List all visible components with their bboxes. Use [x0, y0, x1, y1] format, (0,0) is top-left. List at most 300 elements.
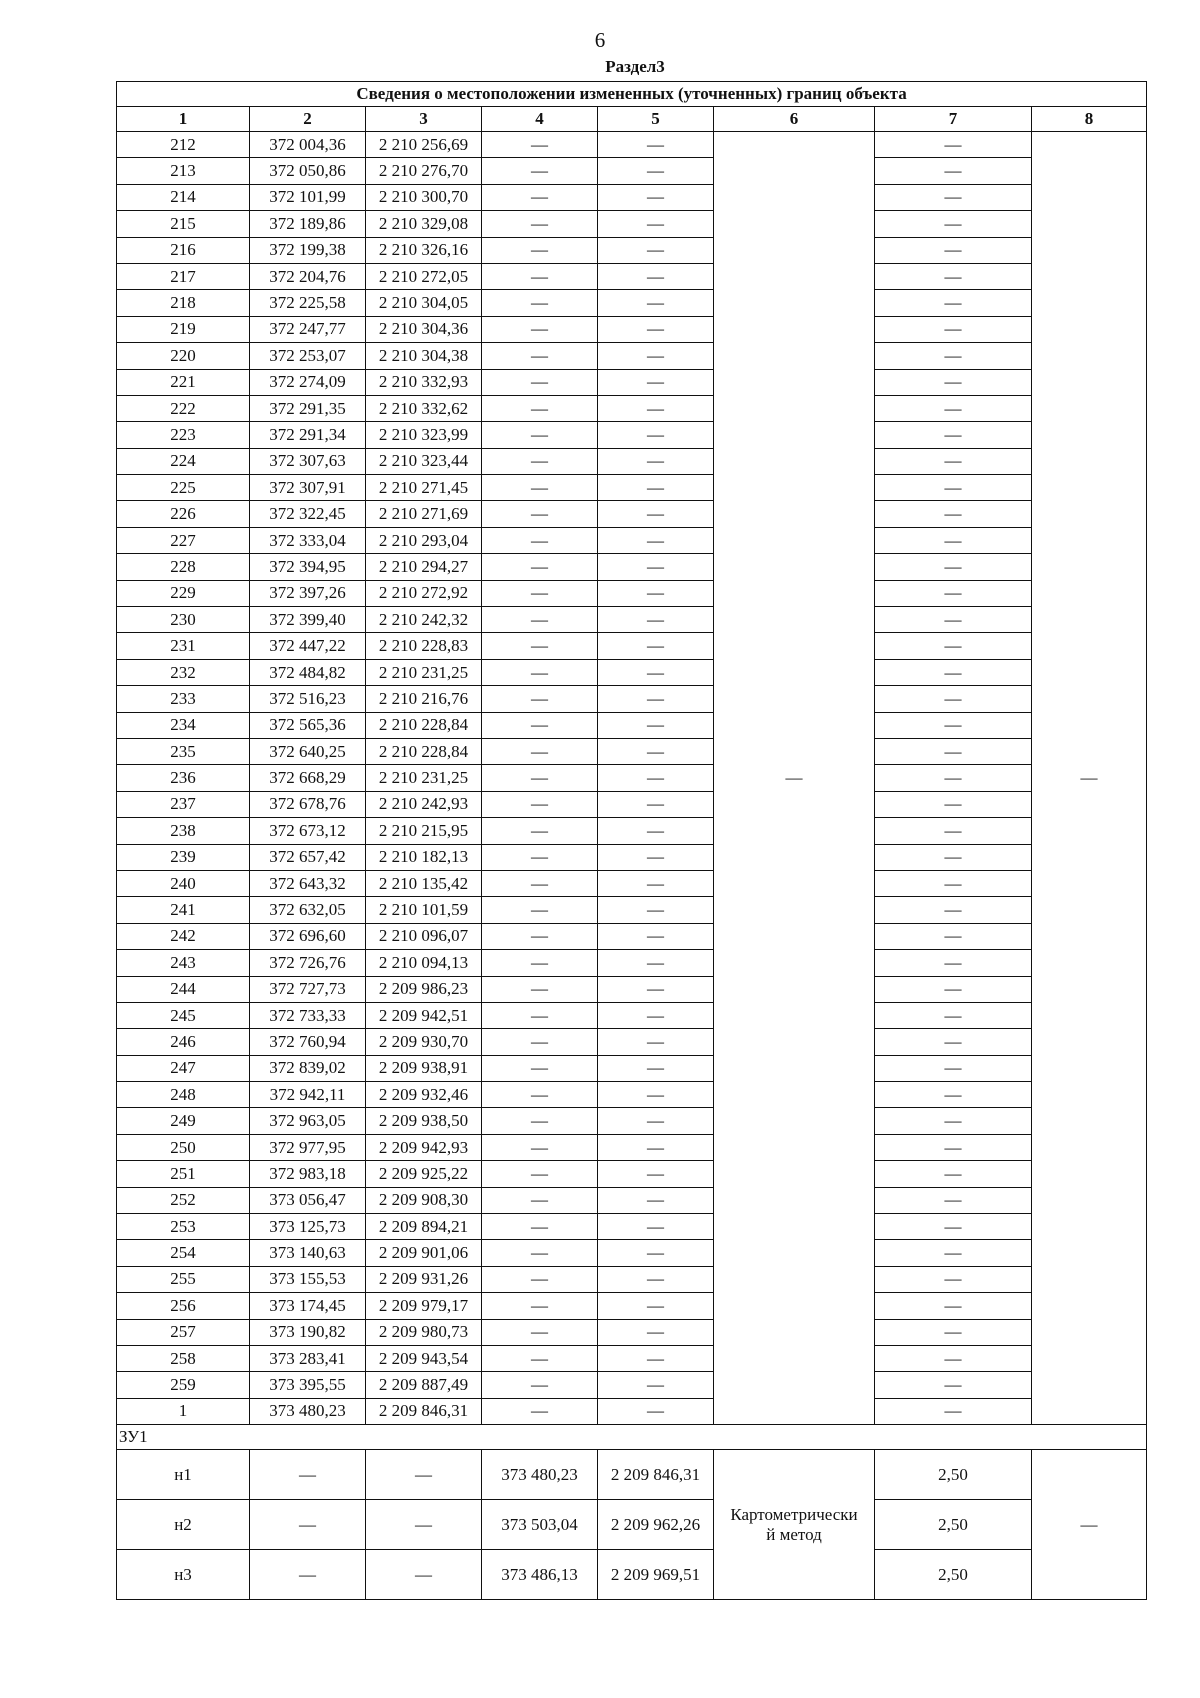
section-title: Раздел3	[605, 57, 665, 76]
table-row	[117, 1055, 1147, 1081]
new-coordinate-x: —	[482, 607, 598, 633]
page-number: 6	[594, 28, 606, 52]
new-coordinate-x: —	[482, 1161, 598, 1187]
coordinate-x: 372 657,42	[250, 844, 366, 870]
coordinate-x: 372 678,76	[250, 791, 366, 817]
boundary-coordinates-table	[116, 81, 1147, 1600]
coordinate-y: 2 209 932,46	[366, 1082, 482, 1108]
coordinate-y: 2 210 332,93	[366, 369, 482, 395]
point-number: 214	[117, 184, 250, 210]
coordinate-y: 2 210 216,76	[366, 686, 482, 712]
old-coordinate-y: —	[366, 1550, 482, 1600]
table-row	[117, 1372, 1147, 1398]
coordinate-x: 372 726,76	[250, 950, 366, 976]
coordinate-y: 2 209 908,30	[366, 1187, 482, 1213]
coordinate-x: 373 140,63	[250, 1240, 366, 1266]
coordinate-y: 2 210 304,36	[366, 316, 482, 342]
table-row	[117, 870, 1147, 896]
coordinate-x: 372 004,36	[250, 132, 366, 158]
coordinate-y: 2 209 938,50	[366, 1108, 482, 1134]
point-number: 229	[117, 580, 250, 606]
point-number: 223	[117, 422, 250, 448]
new-point-number: н2	[117, 1500, 250, 1550]
point-number: 246	[117, 1029, 250, 1055]
column-number-6: 6	[714, 107, 875, 132]
new-coordinate-x: —	[482, 738, 598, 764]
table-row	[117, 1550, 1147, 1600]
point-number: 216	[117, 237, 250, 263]
coordinate-y: 2 209 931,26	[366, 1266, 482, 1292]
table-row	[117, 475, 1147, 501]
new-coordinate-y: —	[598, 237, 714, 263]
new-coordinate-y: —	[598, 1029, 714, 1055]
table-row	[117, 369, 1147, 395]
accuracy-cell: —	[875, 1372, 1032, 1398]
point-number: 248	[117, 1082, 250, 1108]
coordinate-y: 2 210 096,07	[366, 923, 482, 949]
point-number: 259	[117, 1372, 250, 1398]
table-row	[117, 765, 1147, 791]
point-number: 222	[117, 395, 250, 421]
new-coordinate-x: —	[482, 184, 598, 210]
new-coordinate-y: 2 209 969,51	[598, 1550, 714, 1600]
accuracy-cell: —	[875, 686, 1032, 712]
description-cell: —	[1032, 1450, 1147, 1600]
coordinate-y: 2 210 332,62	[366, 395, 482, 421]
column-number-5: 5	[598, 107, 714, 132]
coordinate-x: 372 322,45	[250, 501, 366, 527]
accuracy-cell: —	[875, 1055, 1032, 1081]
point-number: 240	[117, 870, 250, 896]
accuracy-cell: —	[875, 765, 1032, 791]
new-coordinate-y: —	[598, 211, 714, 237]
coordinate-x: 373 480,23	[250, 1398, 366, 1424]
table-row	[117, 950, 1147, 976]
new-coordinate-y: —	[598, 738, 714, 764]
coordinate-y: 2 210 135,42	[366, 870, 482, 896]
table-row	[117, 633, 1147, 659]
point-number: 232	[117, 659, 250, 685]
new-coordinate-y: —	[598, 475, 714, 501]
point-number: 251	[117, 1161, 250, 1187]
table-row	[117, 659, 1147, 685]
coordinate-y: 2 210 231,25	[366, 659, 482, 685]
old-coordinate-x: —	[250, 1450, 366, 1500]
table-row	[117, 501, 1147, 527]
point-number: 228	[117, 554, 250, 580]
table-row	[117, 422, 1147, 448]
accuracy-value: 2,50	[875, 1550, 1032, 1600]
coordinate-x: 372 668,29	[250, 765, 366, 791]
point-number: 226	[117, 501, 250, 527]
accuracy-cell: —	[875, 1134, 1032, 1160]
point-number: 215	[117, 211, 250, 237]
accuracy-cell: —	[875, 1002, 1032, 1028]
new-coordinate-y: —	[598, 818, 714, 844]
coordinate-y: 2 209 942,93	[366, 1134, 482, 1160]
method-cell	[714, 1450, 875, 1600]
coordinate-x: 372 307,63	[250, 448, 366, 474]
new-coordinate-x: —	[482, 1319, 598, 1345]
point-number: 253	[117, 1214, 250, 1240]
table-caption-row	[117, 82, 1147, 107]
point-number: 255	[117, 1266, 250, 1292]
table-row	[117, 818, 1147, 844]
accuracy-cell: —	[875, 211, 1032, 237]
accuracy-cell: —	[875, 132, 1032, 158]
table-row	[117, 263, 1147, 289]
table-caption: Сведения о местоположении измененных (уточненных) границ объекта	[117, 82, 1147, 107]
new-coordinate-x: —	[482, 475, 598, 501]
coordinate-x: 372 050,86	[250, 158, 366, 184]
new-coordinate-x: —	[482, 1082, 598, 1108]
coordinate-y: 2 210 272,05	[366, 263, 482, 289]
accuracy-cell: —	[875, 659, 1032, 685]
table-row	[117, 976, 1147, 1002]
table-row	[117, 1345, 1147, 1371]
accuracy-cell: —	[875, 1029, 1032, 1055]
new-coordinate-x: —	[482, 1240, 598, 1266]
coordinate-y: 2 209 943,54	[366, 1345, 482, 1371]
table-row	[117, 1293, 1147, 1319]
new-coordinate-x: —	[482, 527, 598, 553]
new-coordinate-x: —	[482, 844, 598, 870]
point-number: 233	[117, 686, 250, 712]
new-coordinate-y: —	[598, 343, 714, 369]
accuracy-cell: —	[875, 1266, 1032, 1292]
new-coordinate-y: —	[598, 870, 714, 896]
new-coordinate-y: —	[598, 1372, 714, 1398]
new-coordinate-y: —	[598, 554, 714, 580]
coordinate-y: 2 210 215,95	[366, 818, 482, 844]
table-row	[117, 237, 1147, 263]
coordinate-x: 373 395,55	[250, 1372, 366, 1398]
column-numbers-row	[117, 107, 1147, 132]
table-row	[117, 1134, 1147, 1160]
new-coordinate-x: —	[482, 158, 598, 184]
new-coordinate-x: 373 480,23	[482, 1450, 598, 1500]
new-coordinate-x: —	[482, 237, 598, 263]
accuracy-cell: —	[875, 316, 1032, 342]
new-coordinate-y: —	[598, 765, 714, 791]
point-number: 230	[117, 607, 250, 633]
accuracy-cell: —	[875, 290, 1032, 316]
new-coordinate-y: —	[598, 1082, 714, 1108]
accuracy-cell: —	[875, 923, 1032, 949]
old-coordinate-y: —	[366, 1450, 482, 1500]
table-row	[117, 1450, 1147, 1500]
point-number: 254	[117, 1240, 250, 1266]
point-number: 221	[117, 369, 250, 395]
point-number: 242	[117, 923, 250, 949]
point-number: 237	[117, 791, 250, 817]
table-row	[117, 343, 1147, 369]
coordinate-x: 373 174,45	[250, 1293, 366, 1319]
coordinate-y: 2 210 242,93	[366, 791, 482, 817]
point-number: 213	[117, 158, 250, 184]
table-row	[117, 158, 1147, 184]
new-coordinate-x: —	[482, 1266, 598, 1292]
new-coordinate-y: —	[598, 395, 714, 421]
new-coordinate-x: —	[482, 580, 598, 606]
new-coordinate-x: —	[482, 712, 598, 738]
new-coordinate-y: —	[598, 1055, 714, 1081]
table-row	[117, 923, 1147, 949]
accuracy-cell: —	[875, 897, 1032, 923]
accuracy-cell: —	[875, 343, 1032, 369]
accuracy-cell: —	[875, 580, 1032, 606]
coordinate-x: 372 253,07	[250, 343, 366, 369]
new-coordinate-x: —	[482, 395, 598, 421]
new-coordinate-y: —	[598, 1240, 714, 1266]
new-coordinate-x: —	[482, 791, 598, 817]
point-number: 252	[117, 1187, 250, 1213]
coordinate-x: 372 640,25	[250, 738, 366, 764]
coordinate-y: 2 210 228,84	[366, 738, 482, 764]
new-coordinate-x: —	[482, 897, 598, 923]
new-coordinate-x: —	[482, 765, 598, 791]
point-number: 238	[117, 818, 250, 844]
new-coordinate-x: —	[482, 554, 598, 580]
new-coordinate-x: —	[482, 1029, 598, 1055]
coordinate-y: 2 209 925,22	[366, 1161, 482, 1187]
new-coordinate-y: —	[598, 712, 714, 738]
accuracy-cell: —	[875, 633, 1032, 659]
new-coordinate-x: —	[482, 290, 598, 316]
new-coordinate-y: —	[598, 580, 714, 606]
coordinate-y: 2 210 256,69	[366, 132, 482, 158]
coordinate-y: 2 209 979,17	[366, 1293, 482, 1319]
new-coordinate-x: —	[482, 1002, 598, 1028]
accuracy-cell: —	[875, 1108, 1032, 1134]
table-row	[117, 1500, 1147, 1550]
coordinate-y: 2 210 304,05	[366, 290, 482, 316]
point-number: 245	[117, 1002, 250, 1028]
coordinate-y: 2 210 276,70	[366, 158, 482, 184]
new-coordinate-x: —	[482, 976, 598, 1002]
coordinate-x: 372 274,09	[250, 369, 366, 395]
old-coordinate-y: —	[366, 1500, 482, 1550]
coordinate-y: 2 210 300,70	[366, 184, 482, 210]
coordinate-y: 2 210 271,69	[366, 501, 482, 527]
coordinate-y: 2 210 271,45	[366, 475, 482, 501]
new-coordinate-y: —	[598, 1398, 714, 1424]
point-number: 257	[117, 1319, 250, 1345]
coordinate-y: 2 210 329,08	[366, 211, 482, 237]
table-row	[117, 607, 1147, 633]
table-row	[117, 395, 1147, 421]
table-row	[117, 738, 1147, 764]
column-number-3: 3	[366, 107, 482, 132]
new-coordinate-y: —	[598, 1187, 714, 1213]
new-coordinate-y: —	[598, 1345, 714, 1371]
coordinate-y: 2 210 228,84	[366, 712, 482, 738]
coordinate-x: 372 632,05	[250, 897, 366, 923]
accuracy-cell: —	[875, 263, 1032, 289]
table-row	[117, 448, 1147, 474]
new-coordinate-y: —	[598, 686, 714, 712]
point-number: 243	[117, 950, 250, 976]
coordinate-y: 2 209 938,91	[366, 1055, 482, 1081]
new-coordinate-x: 373 486,13	[482, 1550, 598, 1600]
column-number-4: 4	[482, 107, 598, 132]
new-coordinate-y: —	[598, 923, 714, 949]
coordinate-x: 372 733,33	[250, 1002, 366, 1028]
new-coordinate-x: —	[482, 659, 598, 685]
point-number: 219	[117, 316, 250, 342]
accuracy-cell: —	[875, 422, 1032, 448]
accuracy-cell: —	[875, 369, 1032, 395]
column-number-2: 2	[250, 107, 366, 132]
new-coordinate-x: —	[482, 1293, 598, 1319]
new-coordinate-x: —	[482, 1187, 598, 1213]
new-coordinate-x: —	[482, 1398, 598, 1424]
coordinate-y: 2 210 294,27	[366, 554, 482, 580]
point-number: 241	[117, 897, 250, 923]
coordinate-y: 2 210 182,13	[366, 844, 482, 870]
new-coordinate-x: —	[482, 818, 598, 844]
accuracy-cell: —	[875, 1082, 1032, 1108]
new-coordinate-x: —	[482, 343, 598, 369]
new-coordinate-x: —	[482, 422, 598, 448]
new-coordinate-y: —	[598, 369, 714, 395]
coordinate-x: 372 199,38	[250, 237, 366, 263]
description-cell-merged: —	[1032, 132, 1147, 1425]
table-row	[117, 791, 1147, 817]
accuracy-cell: —	[875, 1214, 1032, 1240]
table-row	[117, 1029, 1147, 1055]
new-coordinate-x: —	[482, 501, 598, 527]
coordinate-y: 2 209 846,31	[366, 1398, 482, 1424]
coordinate-x: 372 394,95	[250, 554, 366, 580]
new-coordinate-y: —	[598, 844, 714, 870]
new-coordinate-x: —	[482, 263, 598, 289]
new-coordinate-x: —	[482, 950, 598, 976]
accuracy-cell: —	[875, 501, 1032, 527]
new-coordinate-y: —	[598, 607, 714, 633]
accuracy-value: 2,50	[875, 1450, 1032, 1500]
point-number: 236	[117, 765, 250, 791]
accuracy-cell: —	[875, 844, 1032, 870]
coordinate-x: 372 447,22	[250, 633, 366, 659]
new-coordinate-x: 373 503,04	[482, 1500, 598, 1550]
new-point-number: н1	[117, 1450, 250, 1500]
coordinate-x: 372 942,11	[250, 1082, 366, 1108]
accuracy-cell: —	[875, 1319, 1032, 1345]
point-number: 231	[117, 633, 250, 659]
accuracy-cell: —	[875, 237, 1032, 263]
point-number: 256	[117, 1293, 250, 1319]
new-coordinate-y: —	[598, 1108, 714, 1134]
accuracy-cell: —	[875, 395, 1032, 421]
table-row	[117, 897, 1147, 923]
coordinate-y: 2 210 304,38	[366, 343, 482, 369]
column-number-8: 8	[1032, 107, 1147, 132]
coordinate-x: 373 056,47	[250, 1187, 366, 1213]
method-cell-merged: —	[714, 132, 875, 1425]
accuracy-cell: —	[875, 1161, 1032, 1187]
new-coordinate-y: —	[598, 633, 714, 659]
new-coordinate-y: —	[598, 263, 714, 289]
coordinate-x: 372 291,34	[250, 422, 366, 448]
new-coordinate-x: —	[482, 870, 598, 896]
new-coordinate-x: —	[482, 1108, 598, 1134]
point-number: 220	[117, 343, 250, 369]
coordinate-x: 372 307,91	[250, 475, 366, 501]
accuracy-cell: —	[875, 791, 1032, 817]
new-coordinate-y: —	[598, 290, 714, 316]
new-coordinate-y: —	[598, 527, 714, 553]
new-coordinate-y: —	[598, 1161, 714, 1187]
table-row	[117, 580, 1147, 606]
new-coordinate-y: —	[598, 791, 714, 817]
coordinate-x: 372 247,77	[250, 316, 366, 342]
new-coordinate-x: —	[482, 1345, 598, 1371]
new-coordinate-y: 2 209 962,26	[598, 1500, 714, 1550]
point-number: 1	[117, 1398, 250, 1424]
new-coordinate-x: —	[482, 1372, 598, 1398]
table-row	[117, 1161, 1147, 1187]
new-coordinate-x: —	[482, 448, 598, 474]
accuracy-cell: —	[875, 475, 1032, 501]
coordinate-x: 372 333,04	[250, 527, 366, 553]
coordinate-x: 372 643,32	[250, 870, 366, 896]
coordinate-y: 2 210 272,92	[366, 580, 482, 606]
coordinate-x: 373 125,73	[250, 1214, 366, 1240]
table-row	[117, 554, 1147, 580]
table-row	[117, 211, 1147, 237]
old-coordinate-x: —	[250, 1500, 366, 1550]
coordinate-y: 2 209 930,70	[366, 1029, 482, 1055]
coordinate-x: 372 189,86	[250, 211, 366, 237]
coordinate-y: 2 210 228,83	[366, 633, 482, 659]
coordinate-y: 2 210 326,16	[366, 237, 482, 263]
group-label: ЗУ1	[117, 1425, 1147, 1450]
accuracy-cell: —	[875, 738, 1032, 764]
point-number: 235	[117, 738, 250, 764]
point-number: 239	[117, 844, 250, 870]
table-row	[117, 844, 1147, 870]
coordinate-y: 2 209 942,51	[366, 1002, 482, 1028]
table-row	[117, 712, 1147, 738]
new-coordinate-y: —	[598, 1266, 714, 1292]
accuracy-cell: —	[875, 527, 1032, 553]
coordinate-x: 373 155,53	[250, 1266, 366, 1292]
accuracy-cell: —	[875, 1293, 1032, 1319]
table-row	[117, 1002, 1147, 1028]
accuracy-cell: —	[875, 184, 1032, 210]
coordinate-y: 2 210 101,59	[366, 897, 482, 923]
table-row	[117, 1398, 1147, 1424]
column-number-1: 1	[117, 107, 250, 132]
accuracy-cell: —	[875, 818, 1032, 844]
new-coordinate-y: —	[598, 132, 714, 158]
table-row	[117, 316, 1147, 342]
new-points-body	[117, 1450, 1147, 1600]
new-coordinate-x: —	[482, 923, 598, 949]
new-coordinate-x: —	[482, 633, 598, 659]
coordinate-x: 372 760,94	[250, 1029, 366, 1055]
new-coordinate-x: —	[482, 686, 598, 712]
new-coordinate-y: —	[598, 897, 714, 923]
accuracy-cell: —	[875, 976, 1032, 1002]
table-row	[117, 1108, 1147, 1134]
coordinate-x: 372 484,82	[250, 659, 366, 685]
coordinate-y: 2 210 323,99	[366, 422, 482, 448]
table-row	[117, 1187, 1147, 1213]
coordinate-x: 372 399,40	[250, 607, 366, 633]
new-coordinate-x: —	[482, 1134, 598, 1160]
